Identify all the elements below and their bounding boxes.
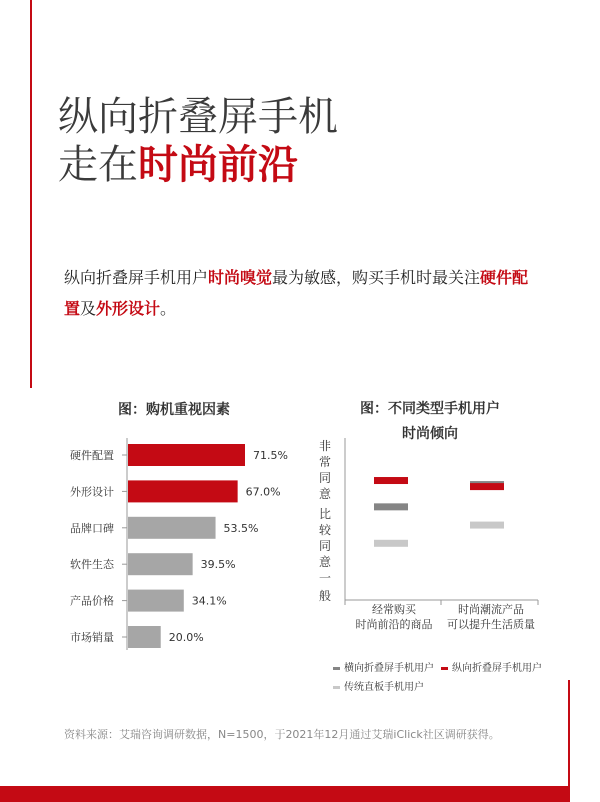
bar [128,517,216,539]
dot-chart-category-label: 可以提升生活质量 [447,618,535,631]
bar-category-label: 外形设计 [70,485,114,499]
dot-chart-y-label-char: 较 [318,523,332,537]
bar-value-label: 53.5% [223,521,259,535]
dot-chart-y-label-char: 非 [318,439,332,453]
legend-label-vertical: 纵向折叠屏手机用户 [452,663,542,674]
dot-chart-y-label-char: 意 [318,487,332,501]
dot-chart-y-label-char: 意 [318,555,332,569]
intro-text-4: 。 [160,299,177,318]
dot-chart-y-label-char: 同 [318,471,332,485]
intro-text-3: 及 [80,299,97,318]
legend-label-horizontal: 横向折叠屏手机用户 [344,663,434,674]
legend-item-horizontal [333,659,434,674]
dot-chart-category-label: 时尚前沿的商品 [355,618,433,631]
intro-text-1: 纵向折叠屏手机用户 [64,268,209,287]
bar-category-label: 产品价格 [70,594,114,608]
page-title-line1: 纵向折叠屏手机 [58,94,338,140]
bar-value-label: 71.5% [253,449,288,462]
bar-value-label: 34.1% [191,594,227,608]
intro-highlight-3: 外形设计 [96,299,161,318]
bar-value-label: 39.5% [200,558,236,572]
intro-highlight-2: 硬件配置 [64,268,529,318]
source-note: 资料来源：艾瑞咨询调研数据，N=1500，于2021年12月通过艾瑞iClick社区调研获得。 [64,728,500,741]
bar [128,590,184,612]
legend-swatch-vertical [441,667,448,670]
bar-value-label: 20.0% [168,631,204,644]
dot-chart-marker [470,483,504,490]
dot-chart-y-label-char: 同 [318,539,332,553]
dot-chart-marker [470,522,504,529]
legend-item-vertical [441,659,542,674]
legend-item-traditional [333,678,424,693]
bar-category-label: 软件生态 [70,558,114,572]
dot-chart-category-label: 经常购买 [372,603,416,616]
page-title-highlight: 时尚前沿 [138,142,298,188]
dot-chart-y-label-char: 比 [318,507,332,521]
dot-chart-y-label-char: 一 [318,571,332,585]
dot-chart-marker [374,503,408,510]
page-title-plain: 走在 [58,142,138,188]
bar [128,553,193,575]
bar-category-label: 硬件配置 [70,449,114,462]
legend-label-traditional: 传统直板手机用户 [344,682,424,693]
legend-swatch-traditional [333,686,340,689]
dot-chart-title-line2: 时尚倾向 [402,426,458,442]
dot-chart-title-line1: 图：不同类型手机用户 [360,401,500,417]
bar [128,444,245,466]
intro-text-2: 最为敏感，购买手机时最关注 [272,268,481,287]
intro-highlight-1: 时尚嗅觉 [208,268,273,287]
bar-chart-title: 图：购机重视因素 [118,402,230,418]
dot-chart-marker [374,477,408,484]
dot-chart-marker [374,540,408,547]
dot-chart-y-label-char: 般 [318,589,332,603]
bar-value-label: 67.0% [245,485,281,499]
dot-chart-category-label: 时尚潮流产品 [458,603,524,616]
legend-swatch-horizontal [333,667,340,670]
bar-category-label: 品牌口碑 [70,521,114,535]
dot-chart-y-label-char: 常 [318,455,332,469]
bar [128,480,238,502]
bar-category-label: 市场销量 [70,631,114,644]
bar [128,626,161,648]
